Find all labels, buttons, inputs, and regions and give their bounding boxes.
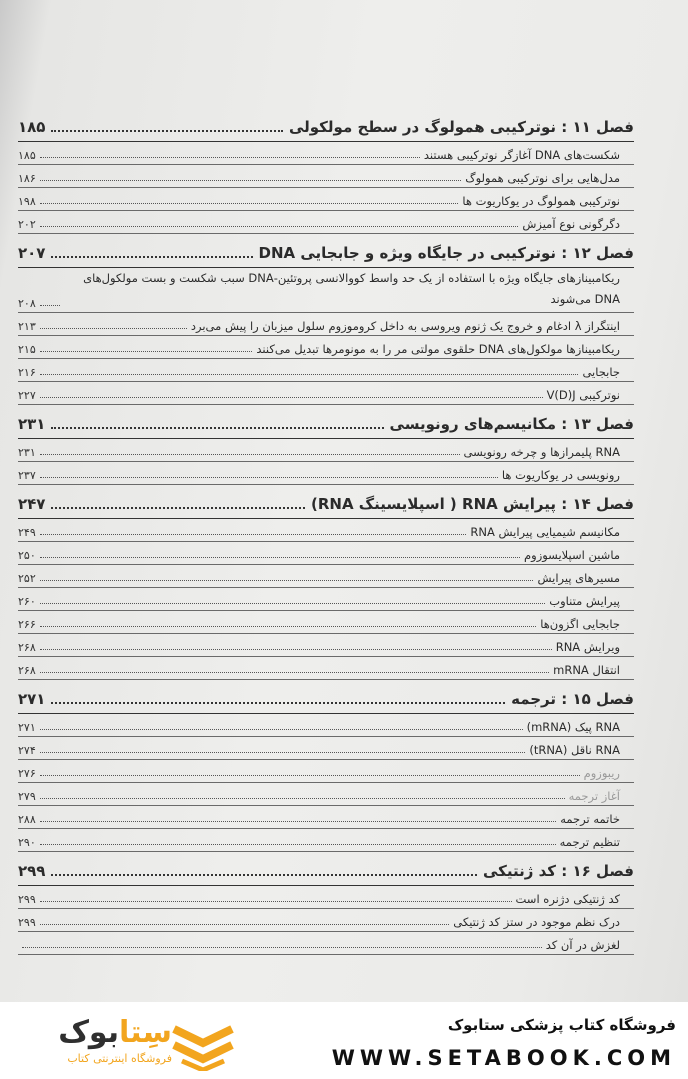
entry-page-number: ۲۹۹ [18,893,36,906]
toc-entry [18,211,634,234]
entry-title: مکانیسم شیمیایی پیرایش RNA [470,525,620,539]
store-footer-banner [0,1002,688,1079]
entry-page-number: ۲۷۱ [18,721,36,734]
entry-title: ویرایش RNA [555,640,620,654]
leader-dots [40,580,534,581]
entry-page-number: ۱۸۵ [18,149,36,162]
toc-entry [18,829,634,852]
entry-title: نوترکیبی V(D)J [546,388,620,402]
leader-dots [51,497,305,509]
logo-subtitle: فروشگاه اینترنتی کتاب [67,1052,172,1065]
entry-title: خاتمه ترجمه [560,812,620,826]
toc-entry [18,188,634,211]
entry-page-number: ۱۸۶ [18,172,36,185]
toc-entry [18,336,634,359]
entry-title: جابجایی [582,365,620,379]
chapter-page-number: ۲۹۹ [18,862,46,880]
entry-page-number: ۲۸۸ [18,813,36,826]
entry-page-number: ۲۴۹ [18,526,36,539]
entry-page-number: ۲۶۸ [18,664,36,677]
toc-entry [18,634,634,657]
leader-dots [40,477,498,478]
toc-entry [18,886,634,909]
leader-dots [40,328,187,329]
toc-entry [18,313,634,336]
entry-page-number: ۲۳۷ [18,469,36,482]
chapter-title: فصل ۱۴ : پیرایش RNA ( اسپلایسینگ RNA) [311,495,634,513]
entry-page-number: ۲۱۵ [18,343,36,356]
setabook-chevron-logo-icon [168,1019,238,1071]
chapter-title: فصل ۱۲ : نوترکیبی در جایگاه ویژه و جابجایی DNA [258,244,634,262]
entry-page-number: ۲۶۸ [18,641,36,654]
toc-entry [18,268,634,313]
chapter-heading [18,108,634,142]
entry-page-number: ۲۳۱ [18,446,36,459]
chapter-title: فصل ۱۱ : نوترکیبی همولوگ در سطح مولکولی [288,118,634,136]
chapter-title: فصل ۱۶ : کد ژنتیکی [483,862,634,880]
toc-entry [18,588,634,611]
leader-dots [40,203,459,204]
entry-title: درک نظم موجود در ستز کد ژنتیکی [453,915,620,929]
entry-page-number: ۲۹۹ [18,916,36,929]
toc-entry [18,142,634,165]
leader-dots [40,374,579,375]
chapter-heading [18,234,634,268]
entry-title: آغاز ترجمه [568,789,620,803]
entry-page-number: ۲۵۰ [18,549,36,562]
leader-dots [40,534,467,535]
entry-title: نوترکیبی همولوگ در یوکاریوت ها [462,194,620,208]
entry-title: مسیرهای پیرایش [537,571,620,585]
toc-entry [18,783,634,806]
leader-dots [51,864,477,876]
leader-dots [40,649,552,650]
toc-entry [18,806,634,829]
leader-dots [40,626,537,627]
leader-dots [51,120,283,132]
entry-page-number: ۲۹۰ [18,836,36,849]
store-url[interactable]: WWW.SETABOOK.COM [331,1046,676,1070]
chapter-heading [18,680,634,714]
leader-dots [40,351,253,352]
chapter-heading [18,852,634,886]
toc-entry [18,909,634,932]
entry-title: جابجایی اگزون‌ها [540,617,620,631]
chapter-heading [18,405,634,439]
entry-title: ماشین اسپلایسوزوم [524,548,620,562]
entry-title: شکست‌های DNA آغازگر نوترکیبی هستند [423,148,620,162]
entry-title: RNA پیک (mRNA) [526,720,620,734]
entry-title: مدل‌هایی برای نوترکیبی همولوگ [465,171,620,185]
leader-dots [40,924,450,925]
chapter-page-number: ۲۳۱ [18,415,46,433]
entry-page-number: ۱۹۸ [18,195,36,208]
toc-entry [18,714,634,737]
leader-dots [51,692,505,704]
chapter-page-number: ۱۸۵ [18,118,46,136]
toc-entry [18,382,634,405]
toc-entry [18,165,634,188]
entry-page-number: ۲۱۶ [18,366,36,379]
toc-entry [18,359,634,382]
leader-dots [40,557,520,558]
leader-dots [51,246,252,258]
leader-dots [40,454,460,455]
entry-page-number: ۲۲۷ [18,389,36,402]
leader-dots [40,798,565,799]
toc-entry [18,542,634,565]
toc-entry [18,565,634,588]
leader-dots [40,226,519,227]
leader-dots [51,417,383,429]
chapter-page-number: ۲۴۷ [18,495,46,513]
leader-dots [40,603,546,604]
leader-dots [40,305,60,306]
entry-page-number: ۲۶۰ [18,595,36,608]
entry-page-number: ۲۶۶ [18,618,36,631]
toc-entry [18,611,634,634]
toc-entry [18,737,634,760]
entry-title: دگرگونی نوع آمیزش [522,217,620,231]
entry-page-number: ۲۷۹ [18,790,36,803]
leader-dots [40,901,512,902]
entry-title: اینتگراز λ ادغام و خروج یک ژنوم ویروسی به داخل کروموزوم سلول میزبان را پیش می‌برد [190,319,620,333]
entry-title: تنظیم ترجمه [559,835,620,849]
setabook-logo-wordmark [32,1016,172,1065]
leader-dots [40,157,420,158]
chapter-page-number: ۲۷۱ [18,690,46,708]
toc-entry [18,462,634,485]
leader-dots [40,821,557,822]
entry-title: ریکامبینازها مولکول‌های DNA حلقوی مولتی مر را به مونومرها تبدیل می‌کنند [256,342,620,356]
toc-entry [18,932,634,955]
entry-page-number: ۲۰۲ [18,218,36,231]
toc-entry [18,657,634,680]
entry-page-number: ۲۷۶ [18,767,36,780]
entry-title: RNA ناقل (tRNA) [529,743,620,757]
chapter-title: فصل ۱۳ : مکانیسم‌های رونویسی [389,415,634,433]
entry-title: انتقال mRNA [553,663,620,677]
chapter-page-number: ۲۰۷ [18,244,46,262]
leader-dots [40,672,549,673]
entry-page-number: ۲۵۲ [18,572,36,585]
chapter-heading [18,485,634,519]
entry-title: ریکامبینازهای جایگاه ویژه با استفاده از یک حد واسط کووالانسی پروتئین-DNA سبب شکست و بست مولکول‌های DNA می‌شوند [83,271,620,306]
leader-dots [40,844,556,845]
entry-page-number: ۲۰۸ [18,297,36,310]
store-name: فروشگاه کتاب پزشکی ستابوک [447,1016,676,1034]
entry-title: لغزش در آن کد [545,938,620,952]
toc-entry [18,439,634,462]
leader-dots [40,729,523,730]
leader-dots [40,775,580,776]
leader-dots [40,752,526,753]
logo-text-part-2: بوک [58,1015,119,1050]
logo-text-part-1: سِتا [118,1015,172,1050]
leader-dots [22,947,542,948]
entry-title: پیرایش متناوب [549,594,620,608]
entry-page-number: ۲۱۳ [18,320,36,333]
chapter-title: فصل ۱۵ : ترجمه [511,690,634,708]
entry-title: کد ژنتیکی دژنره است [515,892,620,906]
entry-title: رونویسی در یوکاریوت ها [501,468,620,482]
entry-page-number: ۲۷۴ [18,744,36,757]
toc-entry [18,519,634,542]
leader-dots [40,397,543,398]
entry-title: RNA پلیمرازها و چرخه رونویسی [463,445,620,459]
entry-title: ریبوزوم [583,766,620,780]
toc-entry [18,760,634,783]
table-of-contents [18,108,634,955]
leader-dots [40,180,462,181]
